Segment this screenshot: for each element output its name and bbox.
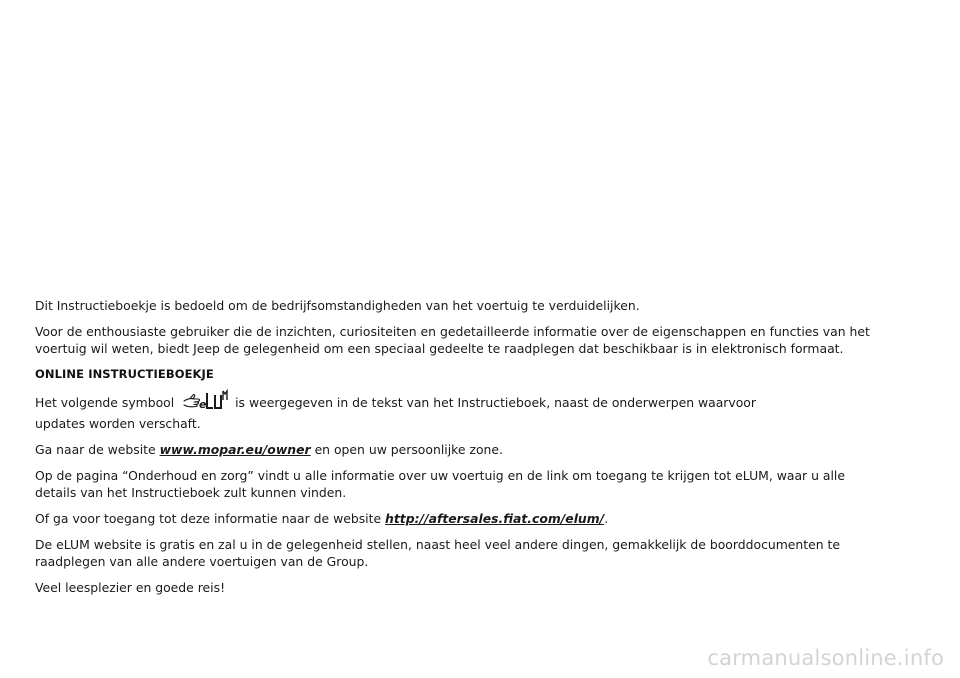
mopar-text-after: en open uw persoonlijke zone. — [314, 442, 503, 457]
symbol-paragraph — [35, 389, 795, 432]
mopar-paragraph — [35, 441, 915, 458]
aftersales-elum-link[interactable]: http://aftersales.fiat.com/elum/ — [385, 511, 605, 526]
enthusiast-paragraph: Voor de enthousiaste gebruiker die de inzichten, curiositeiten en gedetailleerde informatie over de eigenschappen en functies van het voertuig wil weten, biedt Jeep de gelegenheid om een speciaal gedeelte te raadplegen dat beschikbaar is in elektronisch formaat. — [35, 324, 870, 356]
section-heading: ONLINE INSTRUCTIEBOEKJE — [35, 367, 214, 381]
intro-paragraph: Dit Instructieboekje is bedoeld om de bedrijfsomstandigheden van het voertuig te verduidelijken. — [35, 298, 640, 313]
watermark-text: carmanualsonline.info — [707, 646, 944, 670]
svg-text:e: e — [199, 398, 207, 411]
manual-text-block — [35, 297, 915, 605]
aftersales-paragraph — [35, 510, 915, 527]
mopar-text-before: Ga naar de website — [35, 442, 156, 457]
mopar-owner-link[interactable]: www.mopar.eu/owner — [159, 442, 311, 457]
aftersales-text-after: . — [604, 511, 609, 526]
symbol-text-before: Het volgende symbool — [35, 395, 175, 410]
closing-paragraph: Veel leesplezier en goede reis! — [35, 580, 226, 595]
aftersales-text-before: Of ga voor toegang tot deze informatie naar de website — [35, 511, 382, 526]
maintenance-paragraph: Op de pagina “Onderhoud en zorg” vindt u alle informatie over uw voertuig en de link om toegang te krijgen tot eLUM, waar u alle details van het Instructieboek zult kunnen vinden. — [35, 468, 845, 500]
elum-website-paragraph: De eLUM website is gratis en zal u in de gelegenheid stellen, naast heel veel andere dingen, gemakkelijk de boorddocumenten te raadplegen van alle andere voertuigen van de Group. — [35, 537, 841, 569]
symbol-text-after: is weergegeven in de tekst van het Instructieboek, naast de onderwerpen waarvoor updates worden verschaft. — [35, 395, 756, 431]
elum-hand-pointer-icon — [182, 389, 228, 415]
